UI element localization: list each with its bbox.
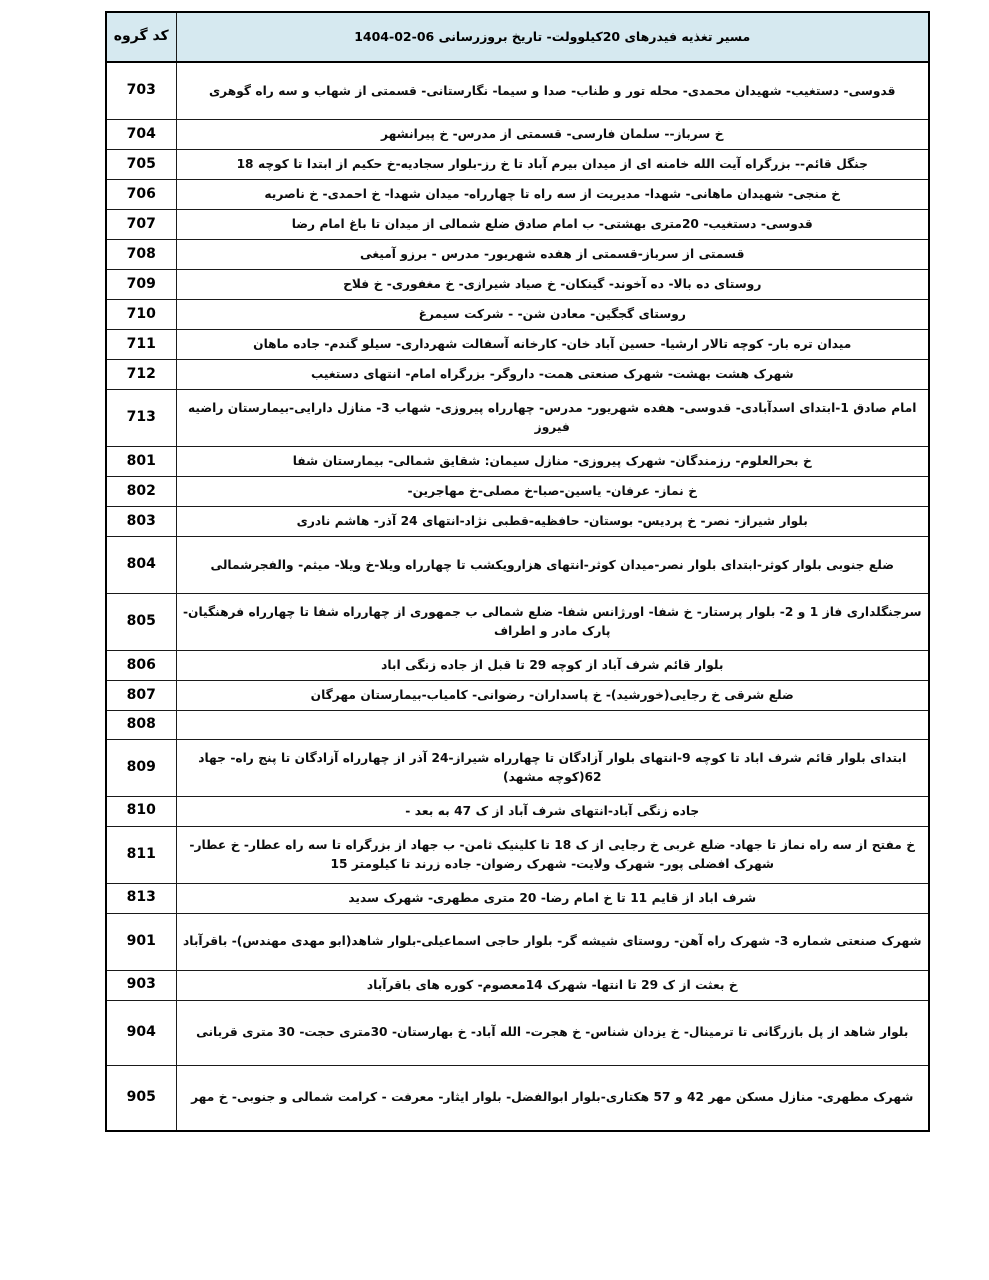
cell-route: روستای ده بالا- ده آخوند- گینکان- خ صیاد شیرازی- خ مغفوری- خ فلاح bbox=[176, 270, 929, 300]
cell-group-code: 808 bbox=[106, 711, 176, 740]
table-row bbox=[106, 180, 929, 210]
cell-group-code: 807 bbox=[106, 681, 176, 711]
cell-group-code: 809 bbox=[106, 739, 176, 796]
table-row bbox=[106, 711, 929, 740]
table-row bbox=[106, 1065, 929, 1131]
cell-route: امام صادق 1-ابتدای اسدآبادی- قدوسی- هفده شهریور- مدرس- چهارراه پیروزی- شهاب 3- منازل دارایی-بیمارستان راضیه فیروز bbox=[176, 390, 929, 447]
table-row bbox=[106, 477, 929, 507]
table-row bbox=[106, 537, 929, 594]
cell-route: بلوار شاهد از پل بازرگانی تا ترمینال- خ یزدان شناس- خ هجرت- الله آباد- خ بهارستان- 30متری حجت- 30 متری قربانی bbox=[176, 1000, 929, 1065]
table-row bbox=[106, 796, 929, 826]
cell-route: قدوسی- دستغیب- شهیدان محمدی- محله تور و طناب- صدا و سیما- نگارستانی- قسمتی از شهاب و سه راه گوهری bbox=[176, 62, 929, 120]
cell-group-code: 903 bbox=[106, 970, 176, 1000]
cell-route: قسمتی از سرباز-قسمتی از هفده شهریور- مدرس - برزو آمیغی bbox=[176, 240, 929, 270]
table-row bbox=[106, 390, 929, 447]
cell-group-code: 810 bbox=[106, 796, 176, 826]
table-row bbox=[106, 883, 929, 913]
cell-group-code: 801 bbox=[106, 447, 176, 477]
cell-group-code: 804 bbox=[106, 537, 176, 594]
cell-route: خ مفتح از سه راه نماز تا جهاد- ضلع غربی خ رجایی از ک 18 تا کلینیک ثامن- ب جهاد از بزرگراه تا سه راه عطار- خ عطار- شهرک افضلی پور- شهرک ولایت- شهرک رضوان- جاده زرند تا کیلومتر 15 bbox=[176, 826, 929, 883]
cell-route: ابتدای بلوار قائم شرف اباد تا کوچه 9-انتهای بلوار آزادگان تا چهارراه شیراز-24 آذر از چهارراه آزادگان تا پنج راه- جهاد 62(کوچه مشهد) bbox=[176, 739, 929, 796]
cell-group-code: 802 bbox=[106, 477, 176, 507]
cell-group-code: 706 bbox=[106, 180, 176, 210]
cell-group-code: 805 bbox=[106, 594, 176, 651]
column-header-group-code: کد گروه bbox=[106, 12, 176, 62]
cell-group-code: 705 bbox=[106, 150, 176, 180]
cell-route: سرجنگلداری فاز 1 و 2- بلوار پرستار- خ شفا- اورژانس شفا- ضلع شمالی ب جمهوری از چهارراه شفا تا چهارراه فرهنگیان- پارک مادر و اطراف bbox=[176, 594, 929, 651]
cell-route: شهرک هشت بهشت- شهرک صنعتی همت- داروگر- بزرگراه امام- انتهای دستغیب bbox=[176, 360, 929, 390]
cell-route: شهرک صنعتی شماره 3- شهرک راه آهن- روستای شیشه گر- بلوار حاجی اسماعیلی-بلوار شاهد(ابو مهدی مهندس)- باقرآباد bbox=[176, 913, 929, 970]
cell-route: بلوار شیراز- نصر- خ پردیس- بوستان- حافظیه-قطبی نژاد-انتهای 24 آذر- هاشم نادری bbox=[176, 507, 929, 537]
cell-group-code: 709 bbox=[106, 270, 176, 300]
table-row bbox=[106, 360, 929, 390]
cell-route: روستای گجگین- معادن شن- - شرکت سیمرغ bbox=[176, 300, 929, 330]
table-header bbox=[106, 12, 929, 62]
cell-route: خ نماز- عرفان- یاسین-صبا-خ مصلی-خ مهاجرین- bbox=[176, 477, 929, 507]
cell-route: شهرک مطهری- منازل مسکن مهر 42 و 57 هکتاری-بلوار ابوالفضل- بلوار ایثار- معرفت - کرامت شمالی و جنوبی- خ مهر bbox=[176, 1065, 929, 1131]
cell-route: بلوار قائم شرف آباد از کوچه 29 تا قبل از جاده زنگی اباد bbox=[176, 651, 929, 681]
table-row bbox=[106, 1000, 929, 1065]
cell-group-code: 811 bbox=[106, 826, 176, 883]
table-row bbox=[106, 270, 929, 300]
table-body bbox=[106, 62, 929, 1131]
cell-route: ضلع شرقی خ رجایی(خورشید)- خ پاسداران- رضوانی- کامیاب-بیمارستان مهرگان bbox=[176, 681, 929, 711]
cell-route: جنگل قائم-- بزرگراه آیت الله خامنه ای از میدان بیرم آباد تا خ رز-بلوار سجادیه-خ حکیم از ابتدا تا کوچه 18 bbox=[176, 150, 929, 180]
cell-route: میدان تره بار- کوچه تالار ارشیا- حسین آباد خان- کارخانه آسفالت شهرداری- سیلو گندم- جاده ماهان bbox=[176, 330, 929, 360]
table-row bbox=[106, 300, 929, 330]
cell-group-code: 704 bbox=[106, 120, 176, 150]
table-row bbox=[106, 120, 929, 150]
cell-group-code: 713 bbox=[106, 390, 176, 447]
header-row bbox=[106, 12, 929, 62]
cell-group-code: 707 bbox=[106, 210, 176, 240]
cell-group-code: 905 bbox=[106, 1065, 176, 1131]
cell-group-code: 806 bbox=[106, 651, 176, 681]
table-row bbox=[106, 150, 929, 180]
cell-group-code: 901 bbox=[106, 913, 176, 970]
table-row bbox=[106, 913, 929, 970]
cell-group-code: 803 bbox=[106, 507, 176, 537]
cell-route: ضلع جنوبی بلوار کوثر-ابتدای بلوار نصر-میدان کوثر-انتهای هزارویکشب تا چهارراه ویلا-خ ویلا- میثم- والفجرشمالی bbox=[176, 537, 929, 594]
table-row bbox=[106, 507, 929, 537]
cell-route: خ بحرالعلوم- رزمندگان- شهرک پیروزی- منازل سیمان: شقایق شمالی- بیمارستان شفا bbox=[176, 447, 929, 477]
cell-group-code: 904 bbox=[106, 1000, 176, 1065]
table-row bbox=[106, 739, 929, 796]
cell-group-code: 711 bbox=[106, 330, 176, 360]
cell-group-code: 708 bbox=[106, 240, 176, 270]
table-row bbox=[106, 970, 929, 1000]
table-row bbox=[106, 594, 929, 651]
cell-group-code: 712 bbox=[106, 360, 176, 390]
column-header-route: مسیر تغذیه فیدرهای 20کیلوولت- تاریخ بروزرسانی 06-02-1404 bbox=[176, 12, 929, 62]
cell-group-code: 710 bbox=[106, 300, 176, 330]
table-row bbox=[106, 210, 929, 240]
table-row bbox=[106, 681, 929, 711]
cell-group-code: 703 bbox=[106, 62, 176, 120]
cell-route: خ بعثت از ک 29 تا انتها- شهرک 14معصوم- کوره های باقرآباد bbox=[176, 970, 929, 1000]
table-row bbox=[106, 447, 929, 477]
cell-route: خ سرباز-- سلمان فارسی- قسمتی از مدرس- خ پیرانشهر bbox=[176, 120, 929, 150]
cell-route: قدوسی- دستغیب- 20متری بهشتی- ب امام صادق ضلع شمالی از میدان تا باغ امام رضا bbox=[176, 210, 929, 240]
table-row bbox=[106, 330, 929, 360]
cell-route: شرف اباد از قایم 11 تا خ امام رضا- 20 متری مطهری- شهرک سدید bbox=[176, 883, 929, 913]
table-row bbox=[106, 62, 929, 120]
feeder-table-container bbox=[107, 11, 930, 1132]
table-row bbox=[106, 826, 929, 883]
cell-route: جاده زنگی آباد-انتهای شرف آباد از ک 47 به بعد - bbox=[176, 796, 929, 826]
table-row bbox=[106, 651, 929, 681]
cell-route bbox=[176, 711, 929, 740]
cell-group-code: 813 bbox=[106, 883, 176, 913]
cell-route: خ منجی- شهیدان ماهانی- شهدا- مدیریت از سه راه تا چهارراه- میدان شهدا- خ احمدی- خ ناصریه bbox=[176, 180, 929, 210]
feeder-supply-route-table bbox=[105, 11, 930, 1132]
table-row bbox=[106, 240, 929, 270]
